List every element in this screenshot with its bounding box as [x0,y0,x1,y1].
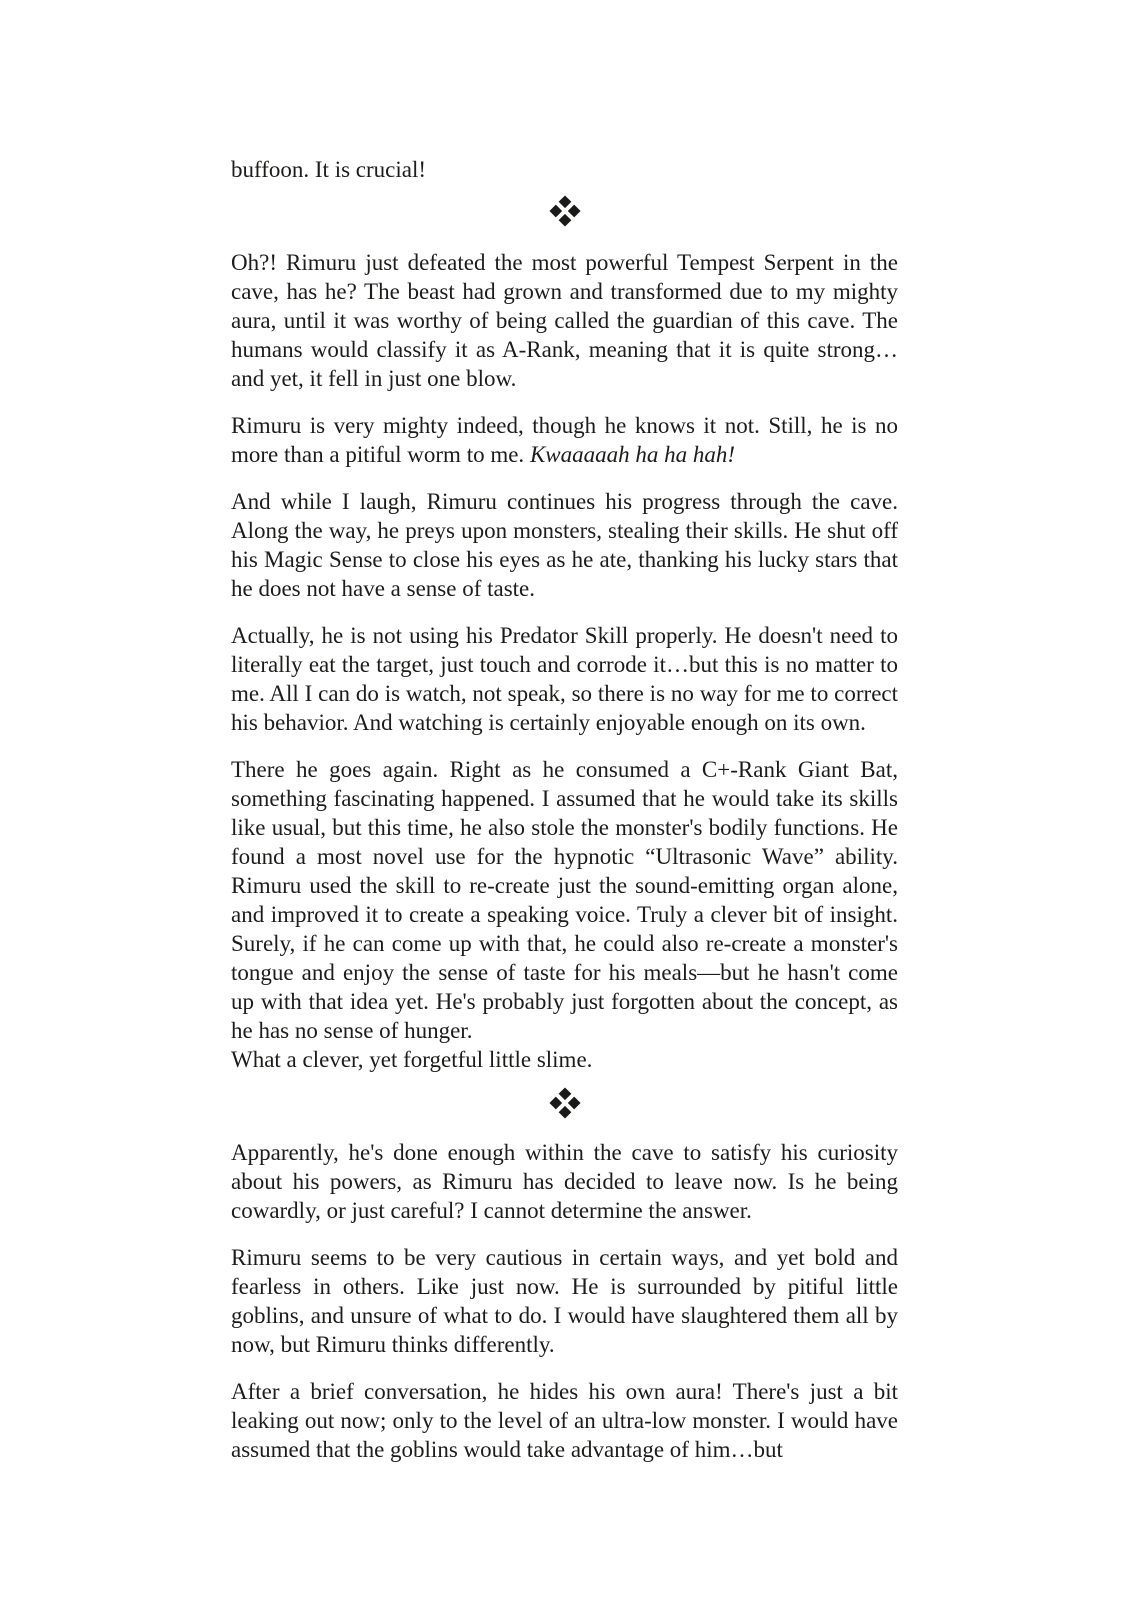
diamond-icon [567,205,580,218]
paragraph-text: Rimuru is very mighty indeed, though he knows it not. Still, he is no more than a pitiful worm to me. [231,413,898,467]
paragraph: Apparently, he's done enough within the cave to satisfy his curiosity about his powers, as Rimuru has decided to leave now. Is he being cowardly, or just careful? I cannot determine the answer. [231,1140,898,1223]
paragraph-italic-text: Kwaaaaah ha ha hah! [529,442,736,467]
diamond-icon [549,1097,562,1110]
paragraph: Rimuru seems to be very cautious in certain ways, and yet bold and fearless in others. Like just now. He is surrounded by pitiful little goblins, and unsure of what to do. I would have slaughtered them all by now, but Rimuru thinks differently. [231,1245,898,1357]
diamond-icon [558,214,571,227]
diamond-icon [549,205,562,218]
diamond-icon [558,195,571,208]
paragraph: And while I laugh, Rimuru continues his progress through the cave. Along the way, he preys upon monsters, stealing their skills. He shut off his Magic Sense to close his eyes as he ate, thanking his lucky stars that he does not have a sense of taste. [231,489,898,601]
paragraph: Actually, he is not using his Predator Skill properly. He doesn't need to literally eat the target, just touch and corrode it…but this is no matter to me. All I can do is watch, not speak, so there is no way for me to correct his behavior. And watching is certainly enjoyable enough on its own. [231,623,898,735]
diamond-icon [558,1106,571,1119]
section-divider-ornament-icon [549,1087,580,1118]
section-divider-ornament-icon [549,195,580,226]
paragraph: After a brief conversation, he hides his own aura! There's just a bit leaking out now; only to the level of an ultra-low monster. I would have assumed that the goblins would take advantage of him…but [231,1379,898,1462]
paragraph-final-line: What a clever, yet forgetful little slime. [231,1047,593,1072]
paragraph: Oh?! Rimuru just defeated the most powerful Tempest Serpent in the cave, has he? The beast had grown and transformed due to my mighty aura, until it was worthy of being called the guardian of this cave. The humans would classify it as A-Rank, meaning that it is quite strong…and yet, it fell in just one blow. [231,250,898,391]
text-column [231,155,898,1464]
paragraph [231,411,898,469]
diamond-icon [567,1097,580,1110]
paragraph [231,755,898,1074]
diamond-icon [558,1087,571,1100]
paragraph-text: There he goes again. Right as he consumed a C+-Rank Giant Bat, something fascinating happened. I assumed that he would take its skills like usual, but this time, he also stole the monster's bodily functions. He found a most novel use for the hypnotic “Ultrasonic Wave” ability. Rimuru used the skill to re-create just the sound-emitting organ alone, and improved it to create a speaking voice. Truly a clever bit of insight. Surely, if he can come up with that, he could also re-create a monster's tongue and enjoy the sense of taste for his meals—but he hasn't come up with that idea yet. He's probably just forgotten about the concept, as he has no sense of hunger. [231,757,898,1043]
carryover-line: buffoon. It is crucial! [231,157,427,182]
